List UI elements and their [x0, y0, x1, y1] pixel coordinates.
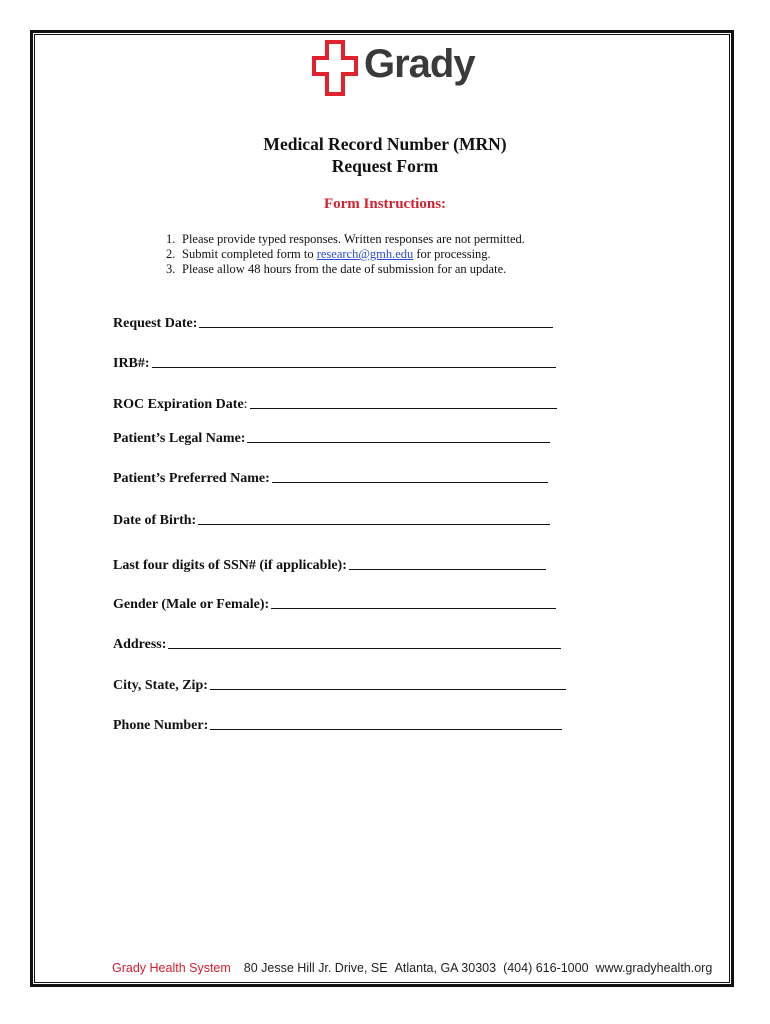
instructions-list [166, 232, 525, 277]
footer [112, 961, 712, 975]
roc-expiration-label-wrap [113, 397, 248, 413]
instruction-item [166, 262, 525, 277]
red-cross-icon [312, 40, 358, 96]
phone-field [113, 714, 562, 734]
roc-expiration-field [113, 393, 557, 413]
footer-org: Grady Health System [112, 961, 231, 975]
city-state-zip-line[interactable] [210, 689, 566, 690]
footer-street: 80 Jesse Hill Jr. Drive, SE [243, 961, 388, 975]
instruction-number: 1. [166, 232, 176, 246]
dob-line[interactable] [198, 524, 550, 525]
city-state-zip-field [113, 674, 566, 694]
request-date-label: Request Date: [113, 316, 198, 331]
preferred-name-label: Patient’s Preferred Name: [113, 471, 270, 486]
grady-logo [312, 40, 475, 98]
dob-field [113, 509, 550, 529]
footer-city: Atlanta, GA 30303 [394, 961, 497, 975]
address-line[interactable] [168, 648, 561, 649]
city-state-zip-label: City, State, Zip: [113, 678, 208, 693]
address-field [113, 633, 561, 653]
email-link[interactable]: research@gmh.edu [316, 247, 414, 261]
request-date-field [113, 312, 553, 332]
request-date-line[interactable] [199, 327, 553, 328]
preferred-name-field [113, 467, 548, 487]
footer-website[interactable]: www.gradyhealth.org [595, 961, 713, 975]
form-title: Medical Record Number (MRN) [263, 134, 507, 154]
instruction-text: Please allow 48 hours from the date of submission for an update. [182, 262, 507, 276]
legal-name-line[interactable] [247, 442, 550, 443]
ssn-line[interactable] [349, 569, 546, 570]
irb-line[interactable] [152, 367, 556, 368]
gender-line[interactable] [271, 608, 556, 609]
dob-label: Date of Birth: [113, 513, 197, 528]
instruction-text: Please provide typed responses. Written responses are not permitted. [182, 232, 525, 246]
gender-label: Gender (Male or Female): [113, 597, 270, 612]
roc-expiration-label: ROC Expiration Date [113, 397, 244, 412]
roc-expiration-line[interactable] [250, 408, 557, 409]
phone-line[interactable] [210, 729, 562, 730]
ssn-label: Last four digits of SSN# (if applicable): [113, 558, 347, 573]
instruction-item [166, 232, 525, 247]
instruction-text: for processing. [413, 247, 491, 261]
legal-name-field [113, 427, 550, 447]
irb-field [113, 352, 556, 372]
instruction-number: 3. [166, 262, 176, 276]
instruction-item [166, 247, 525, 262]
logo-wordmark: Grady [364, 42, 475, 86]
form-subtitle: Request Form [331, 156, 439, 176]
phone-label: Phone Number: [113, 718, 209, 733]
ssn-field [113, 554, 546, 574]
instruction-number: 2. [166, 247, 176, 261]
address-label: Address: [113, 637, 167, 652]
legal-name-label: Patient’s Legal Name: [113, 431, 246, 446]
roc-expiration-colon: : [243, 397, 248, 412]
footer-phone: (404) 616-1000 [503, 961, 589, 975]
preferred-name-line[interactable] [272, 482, 548, 483]
instruction-text: Submit completed form to [182, 247, 317, 261]
gender-field [113, 593, 556, 613]
instructions-heading: Form Instructions: [323, 196, 447, 212]
irb-label: IRB#: [113, 356, 150, 371]
